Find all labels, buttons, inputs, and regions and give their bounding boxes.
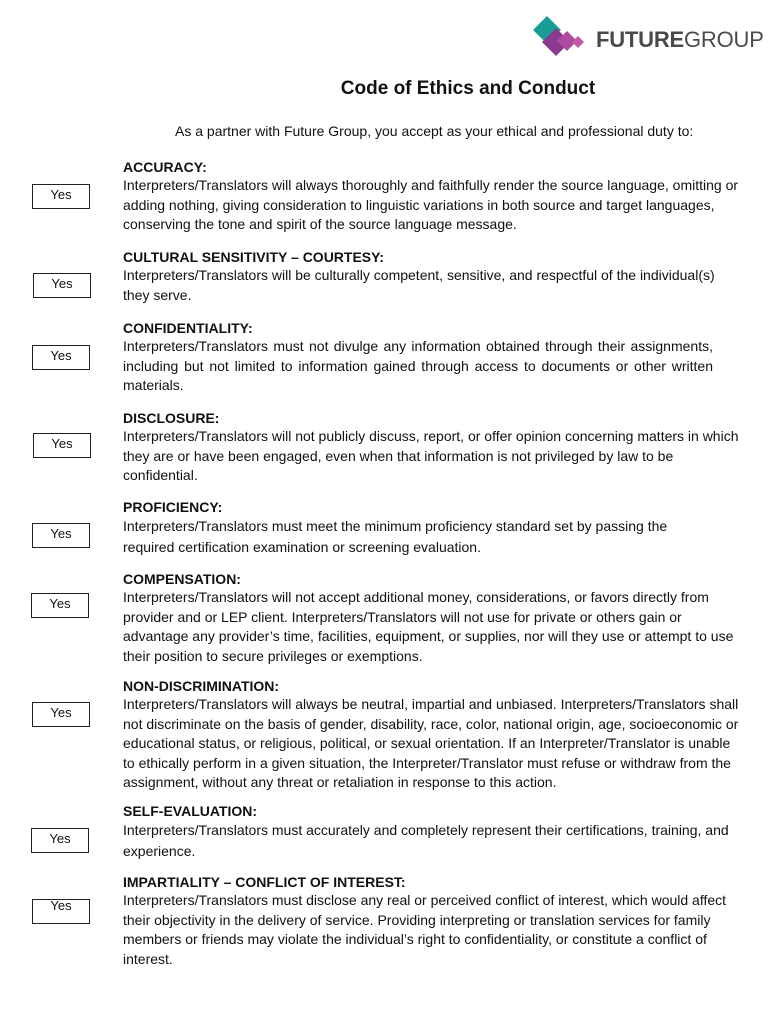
section-heading: PROFICIENCY:	[123, 499, 223, 515]
ethics-section	[123, 319, 741, 396]
ethics-section	[123, 570, 741, 666]
futuregroup-diamond-logo-icon	[531, 14, 591, 64]
brand-logo	[531, 14, 764, 64]
section-heading: IMPARTIALITY – CONFLICT OF INTEREST:	[123, 874, 406, 890]
section-text: Interpreters/Translators must not divulge any information obtained through their assignments, including but not limited to information gained through access to documents or other written materials.	[123, 338, 713, 393]
yes-answer-box[interactable]: Yes	[32, 702, 90, 727]
ethics-section	[123, 498, 741, 558]
section-heading: ACCURACY:	[123, 159, 207, 175]
section-text: Interpreters/Translators will not accept additional money, considerations, or favors directly from provider and or LEP client. Interpreters/Translators will not use for private or others gain or advantage any provider’s time, facilities, equipment, or supplies, nor will they use or attempt to use their position to secure privileges or exemptions.	[123, 589, 734, 664]
section-heading: CONFIDENTIALITY:	[123, 320, 253, 336]
ethics-section	[123, 409, 741, 486]
section-heading: NON-DISCRIMINATION:	[123, 678, 280, 694]
yes-answer-box[interactable]: Yes	[31, 828, 89, 853]
ethics-section	[123, 677, 741, 793]
section-heading: DISCLOSURE:	[123, 410, 220, 426]
yes-answer-box[interactable]: Yes	[32, 523, 90, 548]
brand-name	[596, 27, 764, 53]
section-text: Interpreters/Translators will not publicly discuss, report, or offer opinion concerning matters in which they are or have been engaged, even when that information is not privileged by law to be confidential.	[123, 428, 739, 483]
section-text: Interpreters/Translators must disclose any real or perceived conflict of interest, which would affect their objectivity in the delivery of service. Providing interpreting or translation services for family members or friends may violate the individual’s right to confidentiality, or constitute a conflict of interest.	[123, 892, 727, 967]
ethics-section	[123, 248, 741, 305]
document-title: Code of Ethics and Conduct	[340, 78, 596, 99]
section-heading: SELF-EVALUATION:	[123, 803, 258, 819]
section-text: Interpreters/Translators will be culturally competent, sensitive, and respectful of the individual(s) they serve.	[123, 267, 715, 303]
section-text: Interpreters/Translators must meet the minimum proficiency standard set by passing the required certification examination or screening evaluation.	[123, 518, 668, 555]
yes-answer-box[interactable]: Yes	[32, 899, 90, 924]
yes-answer-box[interactable]: Yes	[32, 345, 90, 370]
brand-name-light: GROUP	[684, 27, 764, 52]
brand-name-bold: FUTURE	[596, 27, 685, 52]
yes-answer-box[interactable]: Yes	[33, 273, 91, 298]
yes-answer-box[interactable]: Yes	[32, 184, 90, 209]
yes-answer-box[interactable]: Yes	[33, 433, 91, 458]
ethics-section	[123, 158, 741, 235]
section-text: Interpreters/Translators will always be neutral, impartial and unbiased. Interpreters/Translators shall not discriminate on the basis of gender, disability, race, color, national origin, age, socioeconomic or educational status, or religious, political, or sexual orientation. If an Interpreter/Translator is unable to ethically perform in a given situation, the Interpreter/Translator must refuse or withdraw from the assignment, without any threat or retaliation in response to this action.	[123, 696, 739, 790]
section-heading: COMPENSATION:	[123, 571, 241, 587]
section-text: Interpreters/Translators must accurately and completely represent their certifications, training, and experience.	[123, 822, 729, 859]
document-intro: As a partner with Future Group, you accept as your ethical and professional duty to:	[175, 123, 694, 139]
section-heading: CULTURAL SENSITIVITY – COURTESY:	[123, 249, 385, 265]
yes-answer-box[interactable]: Yes	[31, 593, 89, 618]
ethics-section	[123, 802, 741, 862]
ethics-section	[123, 873, 741, 969]
section-text: Interpreters/Translators will always thoroughly and faithfully render the source language, omitting or adding nothing, giving consideration to linguistic variations in both source and target languages, conserving the tone and spirit of the source language message.	[123, 177, 739, 232]
